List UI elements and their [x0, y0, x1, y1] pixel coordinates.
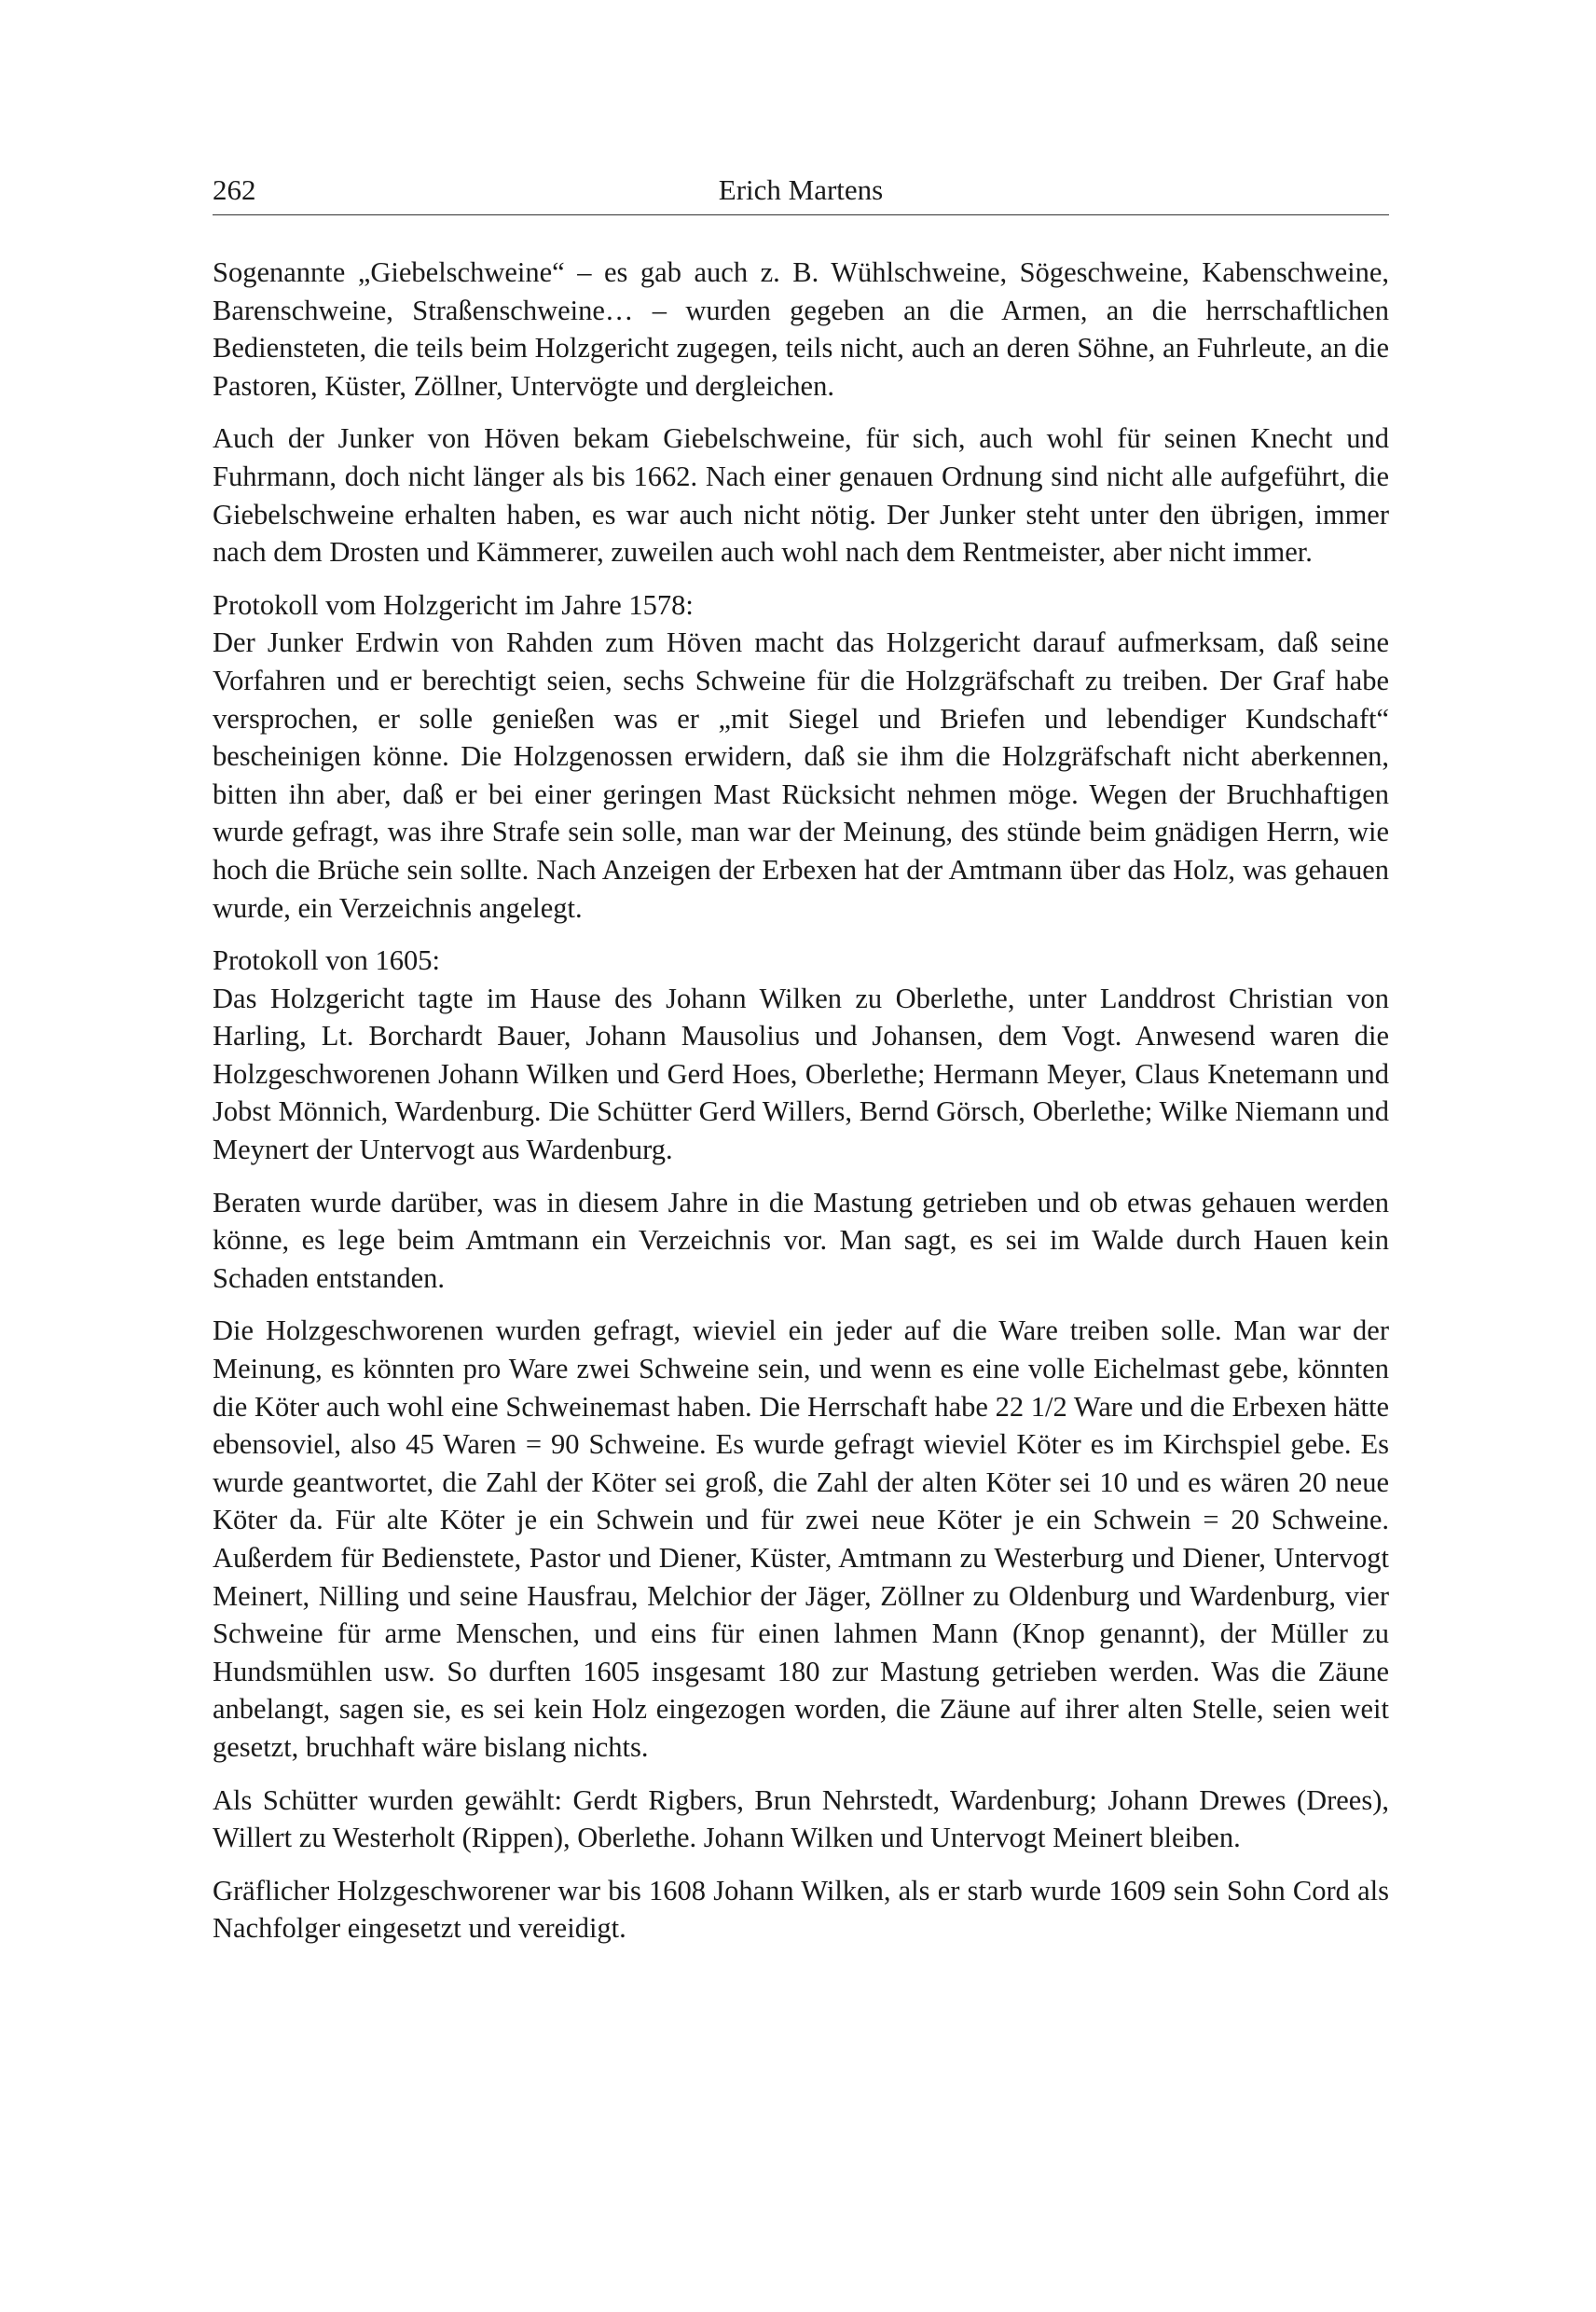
paragraph-holzgericht-1605: Das Holzgericht tagte im Hause des Johann Wilken zu Oberlethe, unter Landdrost Christian von Harling, Lt. Borchardt Bauer, Johann Mausolius und Johansen, dem Vogt. Anwesend waren die Holzgeschworenen Johann Wilken und Gerd Hoes, Oberlethe; Hermann Meyer, Claus Knetemann und Jobst Mönnich, Wardenburg. Die Schütter Gerd Willers, Bernd Görsch, Oberlethe; Wilke Niemann und Meynert der Untervogt aus Wardenburg.	[213, 982, 1389, 1166]
body-text	[213, 254, 1389, 1962]
paragraph-schuetter: Als Schütter wurden gewählt: Gerdt Rigbers, Brun Nehrstedt, Wardenburg; Johann Drewes (Drees), Willert zu Westerholt (Rippen), Oberlethe. Johann Wilken und Untervogt Meinert bleiben.	[213, 1783, 1389, 1854]
paragraph-junker-hoeven: Auch der Junker von Höven bekam Giebelschweine, für sich, auch wohl für seinen Knecht und Fuhrmann, doch nicht länger als bis 1662. Nach einer genauen Ordnung sind nicht alle aufgeführt, die Giebelschweine erhalten haben, es war auch nicht nötig. Der Junker steht unter den übrigen, immer nach dem Drosten und Kämmerer, zuweilen auch wohl nach dem Rentmeister, aber nicht immer.	[213, 422, 1389, 569]
document-page	[213, 0, 1389, 2312]
running-header	[213, 166, 1389, 215]
paragraph-beraten: Beraten wurde darüber, was in diesem Jahre in die Mastung getrieben und ob etwas gehauen werden könne, es lege beim Amtmann ein Verzeichnis vor. Man sagt, es sei im Walde durch Hauen kein Schaden entstanden.	[213, 1186, 1389, 1294]
running-title: Erich Martens	[718, 173, 884, 206]
paragraph-graeflicher: Gräflicher Holzgeschworener war bis 1608 Johann Wilken, als er starb wurde 1609 sein Sohn Cord als Nachfolger eingesetzt und vereidigt.	[213, 1874, 1389, 1945]
heading-protokoll-1605: Protokoll von 1605:	[213, 944, 441, 977]
paragraph-protokoll-1578: Der Junker Erdwin von Rahden zum Höven macht das Holzgericht darauf aufmerksam, daß seine Vorfahren und er berechtigt seien, sechs Schweine für die Holzgräfschaft zu treiben. Der Graf habe versprochen, er solle genießen was er „mit Siegel und Briefen und lebendiger Kundschaft“ bescheinigen könne. Die Holzgenossen erwidern, daß sie ihm die Holzgräfschaft nicht aberkennen, bitten ihn aber, daß er bei einer geringen Mast Rücksicht nehmen möge. Wegen der Bruchhaftigen wurde gefragt, was ihre Strafe sein solle, man war der Meinung, des stünde beim gnädigen Herrn, wie hoch die Brüche sein sollte. Nach Anzeigen der Erbexen hat der Amtmann über das Holz, was gehauen wurde, ein Verzeichnis angelegt.	[213, 626, 1389, 924]
paragraph-giebelschweine: Sogenannte „Giebelschweine“ – es gab auch z. B. Wühlschweine, Sögeschweine, Kabenschweine, Barenschweine, Straßenschweine… – wurden gegeben an die Armen, an die herrschaftlichen Bediensteten, die teils beim Holzgericht zugegen, teils nicht, auch an deren Söhne, an Fuhrleute, an die Pastoren, Küster, Zöllner, Untervögte und dergleichen.	[213, 256, 1389, 402]
page-number: 262	[213, 173, 256, 206]
heading-protokoll-1578: Protokoll vom Holzgericht im Jahre 1578:	[213, 588, 694, 621]
paragraph-holzgeschworenen: Die Holzgeschworenen wurden gefragt, wieviel ein jeder auf die Ware treiben solle. Man war der Meinung, es könnten pro Ware zwei Schweine sein, und wenn es eine volle Eichelmast gebe, könnten die Köter auch wohl eine Schweinemast haben. Die Herrschaft habe 22 1/2 Ware und die Erbexen hätte ebensoviel, also 45 Waren = 90 Schweine. Es wurde gefragt wieviel Köter es im Kirchspiel gebe. Es wurde geantwortet, die Zahl der Köter sei groß, die Zahl der alten Köter sei 10 und es wären 20 neue Köter da. Für alte Köter je ein Schwein und für zwei neue Köter je ein Schwein = 20 Schweine. Außerdem für Bedienstete, Pastor und Diener, Küster, Amtmann zu Westerburg und Diener, Untervogt Meinert, Nilling und seine Hausfrau, Melchior der Jäger, Zöllner zu Oldenburg und Wardenburg, vier Schweine für arme Menschen, und eins für einen lahmen Mann (Knop genannt), der Müller zu Hundsmühlen usw. So durften 1605 insgesamt 180 zur Mastung getrieben werden. Was die Zäune anbelangt, sagen sie, es sei kein Holz eingezogen worden, die Zäune auf ihrer alten Stelle, seien weit gesetzt, bruchhaft wäre bislang nichts.	[213, 1314, 1389, 1763]
